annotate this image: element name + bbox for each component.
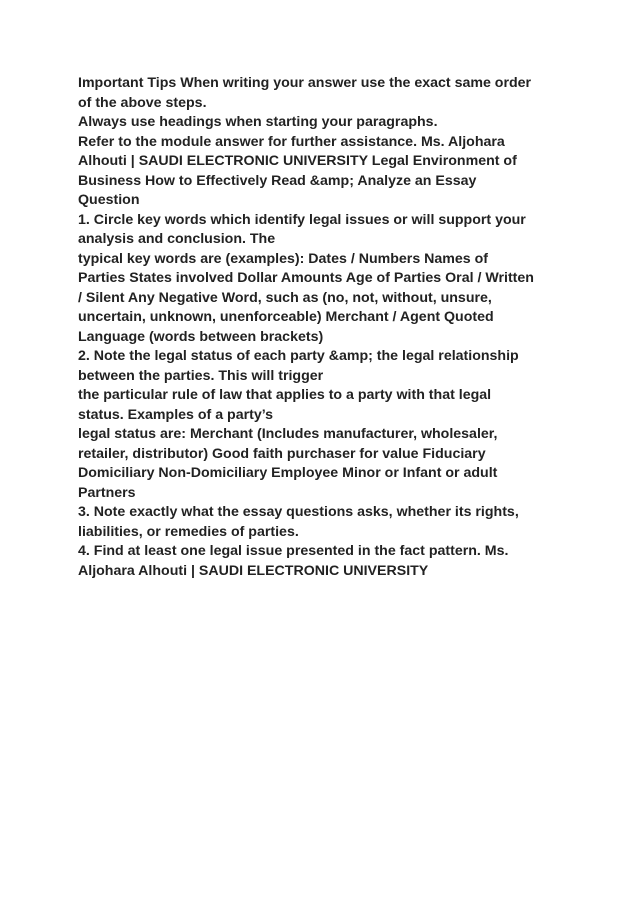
text-line-1: Important Tips When writing your answer use the exact same order bbox=[78, 75, 532, 91]
text-line-16: between the parties. This will trigger bbox=[78, 367, 324, 384]
text-line-9: analysis and conclusion. The bbox=[78, 231, 276, 247]
text-line-14: Language (words between brackets) bbox=[78, 328, 324, 345]
text-line-12: / Silent Any Negative Word, such as (no, not, without, unsure, bbox=[78, 289, 492, 306]
text-line-19: legal status are: Merchant (Includes manufacturer, wholesaler, bbox=[78, 426, 498, 442]
document-body bbox=[78, 74, 568, 581]
text-line-2: of the above steps. bbox=[78, 94, 207, 111]
text-line-7: Question bbox=[78, 192, 140, 208]
text-line-26: Aljohara Alhouti | SAUDI ELECTRONIC UNIVERSITY bbox=[78, 562, 429, 579]
text-line-22: Partners bbox=[78, 484, 136, 501]
text-line-10: typical key words are (examples): Dates / Numbers Names of bbox=[78, 250, 489, 267]
text-line-4: Refer to the module answer for further assistance. Ms. Aljohara bbox=[78, 133, 505, 150]
text-line-6: Business How to Effectively Read &amp; Analyze an Essay bbox=[78, 172, 477, 189]
text-line-11: Parties States involved Dollar Amounts Age of Parties Oral / Written bbox=[78, 270, 534, 286]
text-line-17: the particular rule of law that applies to a party with that legal bbox=[78, 387, 492, 403]
text-line-21: Domiciliary Non-Domiciliary Employee Minor or Infant or adult bbox=[78, 465, 498, 481]
text-line-24: liabilities, or remedies of parties. bbox=[78, 523, 299, 540]
text-line-3: Always use headings when starting your paragraphs. bbox=[78, 114, 438, 130]
text-line-20: retailer, distributor) Good faith purchaser for value Fiduciary bbox=[78, 445, 486, 462]
text-line-23: 3. Note exactly what the essay questions asks, whether its rights, bbox=[78, 504, 519, 520]
text-line-15: 2. Note the legal status of each party &amp; the legal relationship bbox=[78, 348, 519, 364]
text-line-13: uncertain, unknown, unenforceable) Merchant / Agent Quoted bbox=[78, 309, 494, 325]
text-line-8: 1. Circle key words which identify legal issues or will support your bbox=[78, 211, 526, 228]
text-line-5: Alhouti | SAUDI ELECTRONIC UNIVERSITY Legal Environment of bbox=[78, 153, 517, 169]
text-line-18: status. Examples of a party’s bbox=[78, 406, 274, 423]
text-line-25: 4. Find at least one legal issue presented in the fact pattern. Ms. bbox=[78, 543, 509, 559]
